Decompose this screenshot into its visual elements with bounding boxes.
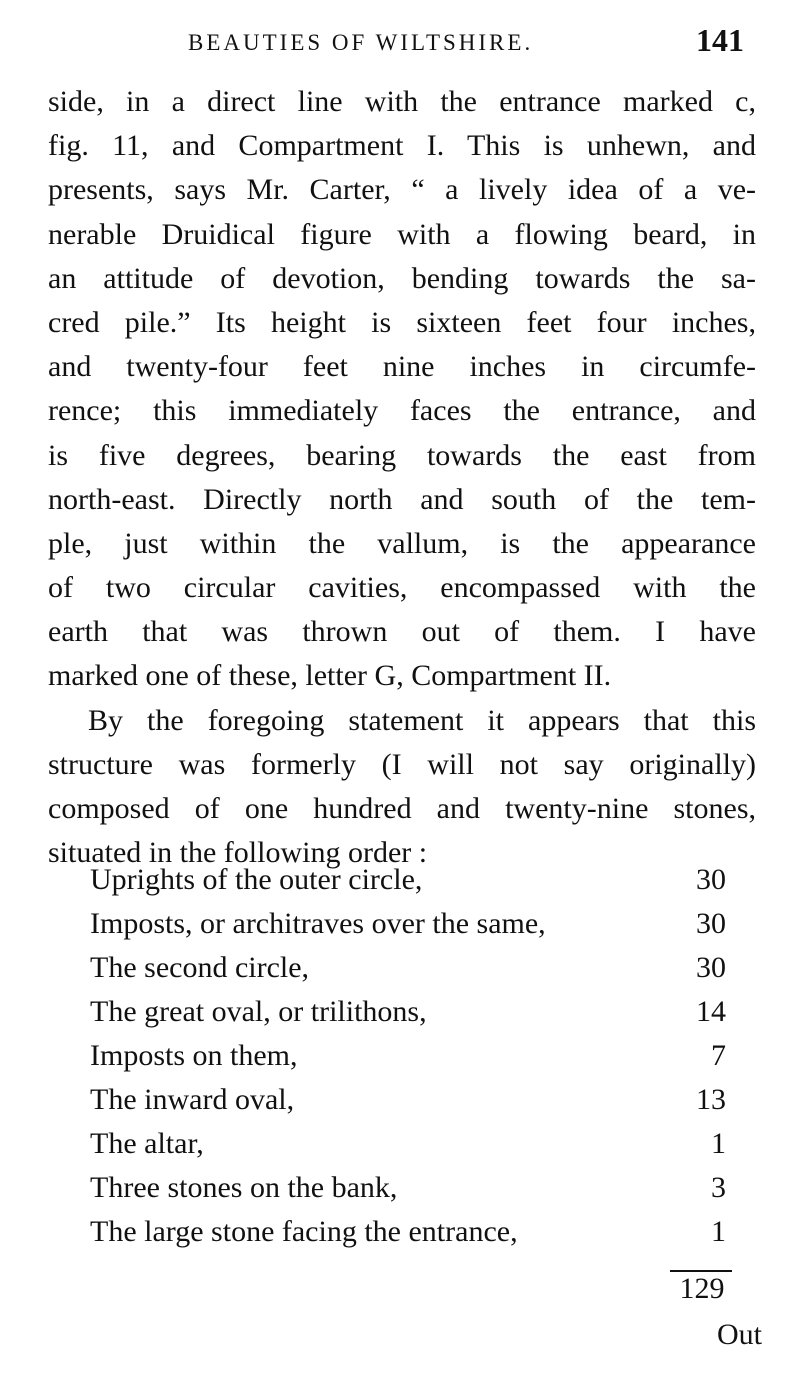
stone-row bbox=[90, 858, 726, 902]
page-number: 141 bbox=[696, 22, 744, 58]
text-line: rence; this immediately faces the entrance, and bbox=[48, 394, 756, 428]
catchword: Out bbox=[717, 1318, 762, 1351]
stone-count: 14 bbox=[696, 995, 726, 1028]
stone-row bbox=[90, 1034, 726, 1078]
text-line: composed of one hundred and twenty-nine stones, bbox=[48, 792, 756, 825]
stone-count: 13 bbox=[696, 1083, 726, 1116]
stone-count: 3 bbox=[711, 1171, 726, 1204]
stone-count-table bbox=[90, 858, 726, 1254]
running-title: BEAUTIES OF WILTSHIRE. bbox=[188, 30, 534, 55]
stone-row bbox=[90, 1122, 726, 1166]
text-line: structure was formerly (I will not say originally) bbox=[48, 747, 756, 781]
stone-label: Three stones on the bank, bbox=[90, 1171, 398, 1204]
text-line: marked one of these, letter G, Compartment II. bbox=[48, 659, 612, 693]
stone-label: The large stone facing the entrance, bbox=[90, 1215, 518, 1248]
text-line: north-east. Directly north and south of the tem- bbox=[48, 482, 756, 516]
stone-count: 30 bbox=[696, 907, 726, 940]
text-line: nerable Druidical figure with a flowing beard, in bbox=[48, 217, 756, 251]
stone-count: 7 bbox=[711, 1039, 726, 1072]
text-line: situated in the following order : bbox=[48, 836, 428, 870]
stone-row bbox=[90, 946, 726, 990]
stone-total: 129 bbox=[679, 1272, 725, 1305]
stone-count: 30 bbox=[696, 863, 726, 896]
stone-label: Uprights of the outer circle, bbox=[90, 863, 423, 896]
stone-row bbox=[90, 1078, 726, 1122]
text-line: ple, just within the vallum, is the appearance bbox=[48, 526, 756, 560]
text-line: and twenty-four feet nine inches in circumfe- bbox=[48, 350, 756, 384]
stone-count: 1 bbox=[711, 1215, 726, 1248]
stone-row bbox=[90, 902, 726, 946]
text-line: fig. 11, and Compartment I. This is unhewn, and bbox=[48, 129, 756, 163]
stone-count: 30 bbox=[696, 951, 726, 984]
stone-row bbox=[90, 1210, 726, 1254]
stone-label: The second circle, bbox=[90, 951, 310, 984]
stone-label: Imposts on them, bbox=[90, 1039, 298, 1072]
text-line: of two circular cavities, encompassed with the bbox=[48, 571, 756, 605]
body-text bbox=[48, 80, 756, 875]
text-line: earth that was thrown out of them. I have bbox=[48, 615, 756, 649]
text-line: side, in a direct line with the entrance marked c, bbox=[48, 85, 756, 118]
stone-label: The great oval, or trilithons, bbox=[90, 995, 427, 1028]
text-line: presents, says Mr. Carter, “ a lively idea of a ve- bbox=[48, 173, 756, 207]
text-line: By the foregoing statement it appears that this bbox=[88, 703, 756, 737]
stone-row bbox=[90, 990, 726, 1034]
stone-label: The inward oval, bbox=[90, 1083, 295, 1116]
text-line: cred pile.” Its height is sixteen feet four inches, bbox=[48, 305, 756, 339]
stone-count: 1 bbox=[711, 1127, 726, 1160]
stone-label: The altar, bbox=[90, 1127, 204, 1160]
text-line: an attitude of devotion, bending towards the sa- bbox=[48, 261, 756, 295]
text-line: is five degrees, bearing towards the east from bbox=[48, 438, 756, 472]
stone-label: Imposts, or architraves over the same, bbox=[90, 907, 546, 940]
page-header bbox=[0, 18, 800, 68]
stone-row bbox=[90, 1166, 726, 1210]
